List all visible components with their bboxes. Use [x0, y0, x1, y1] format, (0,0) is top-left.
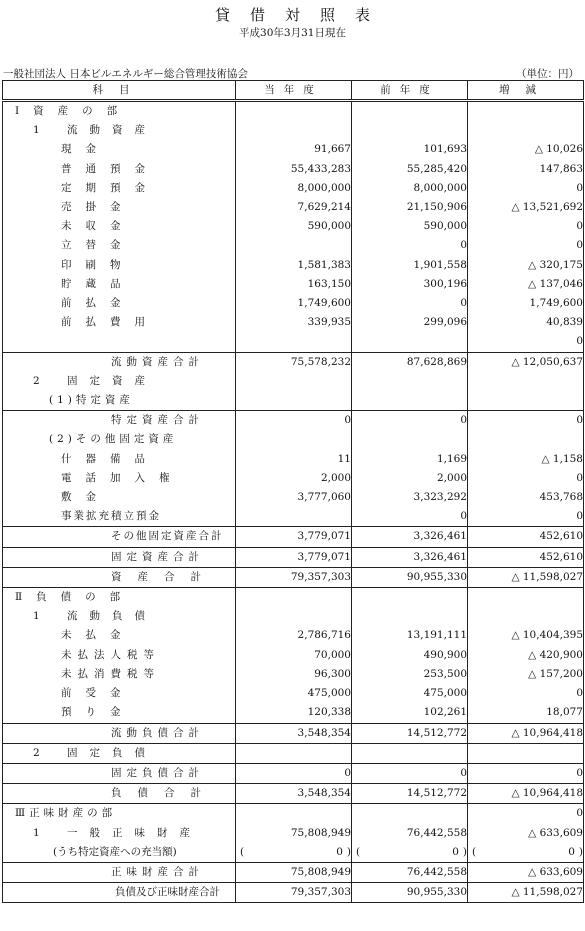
value-text: 0	[568, 845, 575, 858]
account-name: 流動負債合計	[111, 726, 204, 739]
current-year-value	[236, 236, 352, 255]
account-name: 負債合計	[111, 787, 217, 800]
change-value: 0	[468, 411, 584, 431]
close-paren: )	[462, 845, 467, 858]
change-value: 452,610	[468, 527, 584, 547]
account-name-cell	[3, 527, 236, 547]
account-name-cell	[3, 391, 236, 411]
account-name: 事業拡充積立預金	[61, 510, 161, 523]
change-value: △ 137,046	[468, 275, 584, 294]
account-name: 1 流動負債	[33, 610, 158, 623]
account-name-cell	[3, 588, 236, 608]
current-year-value	[236, 507, 352, 527]
current-year-value: 70,000	[236, 646, 352, 665]
account-name-cell	[3, 547, 236, 567]
current-year-value: 7,629,214	[236, 198, 352, 217]
account-name: 2 固定資産	[33, 374, 158, 387]
close-paren: )	[346, 845, 351, 858]
account-name-cell	[3, 646, 236, 665]
change-value: 452,610	[468, 547, 584, 567]
current-year-value: 3,779,071	[236, 547, 352, 567]
open-paren: (	[472, 845, 477, 858]
account-name: 敷金	[61, 491, 110, 504]
table-row	[3, 411, 584, 431]
table-row	[3, 275, 584, 294]
previous-year-value: 2,000	[352, 469, 468, 488]
account-name: 未収金	[61, 220, 135, 233]
table-row	[3, 488, 584, 507]
change-value: 0	[468, 507, 584, 527]
previous-year-value: 590,000	[352, 217, 468, 236]
table-row	[3, 313, 584, 332]
account-name-cell	[3, 626, 236, 645]
table-row	[3, 179, 584, 198]
current-year-value	[236, 332, 352, 352]
account-name-cell	[3, 665, 236, 684]
account-name: 未払法人税等	[61, 648, 160, 661]
table-row	[3, 784, 584, 804]
table-row	[3, 160, 584, 179]
previous-year-value: 55,285,420	[352, 160, 468, 179]
previous-year-value: 490,900	[352, 646, 468, 665]
as-of-date: 平成30年3月31日現在	[239, 27, 346, 39]
previous-year-value: 0	[352, 236, 468, 255]
current-year-value: 79,357,303	[236, 567, 352, 587]
current-year-value: 11	[236, 450, 352, 469]
account-name-cell	[3, 469, 236, 488]
change-value	[468, 101, 584, 122]
open-paren: (	[240, 845, 245, 858]
column-header-change: 増減	[468, 81, 584, 101]
table-row	[3, 450, 584, 469]
account-name: Ⅲ正味財産の部	[15, 807, 117, 820]
account-name-cell	[3, 723, 236, 743]
change-value: △ 320,175	[468, 256, 584, 275]
account-name-cell	[3, 743, 236, 763]
table-row	[3, 527, 584, 547]
previous-year-value: 299,096	[352, 313, 468, 332]
previous-year-value	[352, 588, 468, 608]
account-name: 1 一般正味財産	[33, 826, 203, 839]
table-row	[3, 294, 584, 313]
account-name-cell	[3, 763, 236, 783]
change-value: △ 10,964,418	[468, 723, 584, 743]
account-name-cell	[3, 507, 236, 527]
previous-year-value: 3,326,461	[352, 527, 468, 547]
organization-name: 一般社団法人 日本ビルエネルギー総合管理技術協会	[3, 68, 248, 80]
previous-year-value: 1,901,558	[352, 256, 468, 275]
previous-year-value	[352, 372, 468, 391]
previous-year-value: 102,261	[352, 703, 468, 723]
account-name: 2 固定負債	[33, 746, 158, 759]
account-name: 資産合計	[111, 570, 217, 583]
account-name-cell	[3, 332, 236, 352]
account-name: (うち特定資産への充当額)	[53, 845, 177, 858]
previous-year-value	[352, 430, 468, 449]
current-year-value	[236, 804, 352, 824]
account-name-cell	[3, 294, 236, 313]
change-value	[468, 607, 584, 626]
current-year-value	[236, 121, 352, 140]
change-value	[468, 843, 584, 863]
previous-year-value: 13,191,111	[352, 626, 468, 645]
change-value: 18,077	[468, 703, 584, 723]
change-value: 0	[468, 469, 584, 488]
previous-year-value: 87,628,869	[352, 352, 468, 372]
change-value: 0	[468, 804, 584, 824]
account-name-cell	[3, 372, 236, 391]
change-value	[468, 430, 584, 449]
current-year-value: 2,000	[236, 469, 352, 488]
current-year-value: 75,808,949	[236, 824, 352, 843]
table-row	[3, 862, 584, 882]
previous-year-value: 90,955,330	[352, 567, 468, 587]
table-header-row	[3, 81, 584, 101]
previous-year-value: 21,150,906	[352, 198, 468, 217]
table-row	[3, 883, 584, 903]
change-value: △ 11,598,027	[468, 567, 584, 587]
previous-year-value: 1,169	[352, 450, 468, 469]
table-row	[3, 391, 584, 411]
previous-year-value: 0	[352, 411, 468, 431]
previous-year-value: 14,512,772	[352, 723, 468, 743]
value-text: 0	[452, 845, 459, 858]
column-header-previous-year: 前年度	[352, 81, 468, 101]
change-value: △ 420,900	[468, 646, 584, 665]
change-value: △ 12,050,637	[468, 352, 584, 372]
open-paren: (	[356, 845, 361, 858]
previous-year-value	[352, 804, 468, 824]
account-name: 1 流動資産	[33, 124, 158, 137]
current-year-value: 0	[236, 763, 352, 783]
close-paren: )	[578, 845, 583, 858]
table-row	[3, 121, 584, 140]
current-year-value: 1,749,600	[236, 294, 352, 313]
table-row	[3, 507, 584, 527]
previous-year-value	[352, 607, 468, 626]
column-header-current-year: 当年度	[236, 81, 352, 101]
change-value: △ 13,521,692	[468, 198, 584, 217]
current-year-value	[236, 588, 352, 608]
change-value: △ 10,964,418	[468, 784, 584, 804]
previous-year-value: 0	[352, 294, 468, 313]
table-row	[3, 217, 584, 236]
account-name-cell	[3, 256, 236, 275]
account-name: 流動資産合計	[111, 355, 204, 368]
current-year-value: 91,667	[236, 140, 352, 159]
previous-year-value: 0	[352, 507, 468, 527]
change-value: 0	[468, 179, 584, 198]
change-value: △ 1,158	[468, 450, 584, 469]
current-year-value: 3,777,060	[236, 488, 352, 507]
previous-year-value	[352, 332, 468, 352]
account-name: 普通預金	[61, 162, 159, 175]
account-name-cell	[3, 824, 236, 843]
table-row	[3, 256, 584, 275]
current-year-value	[236, 607, 352, 626]
table-row	[3, 372, 584, 391]
account-name: 印刷物	[61, 258, 135, 271]
table-row	[3, 469, 584, 488]
change-value: 0	[468, 763, 584, 783]
change-value: 453,768	[468, 488, 584, 507]
table-row	[3, 684, 584, 703]
previous-year-value	[352, 101, 468, 122]
change-value: 0	[468, 332, 584, 352]
account-name-cell	[3, 101, 236, 122]
change-value	[468, 391, 584, 411]
account-name: 定期預金	[61, 181, 159, 194]
account-name-cell	[3, 313, 236, 332]
account-name: 貯蔵品	[61, 277, 135, 290]
table-row	[3, 843, 584, 863]
current-year-value: 3,779,071	[236, 527, 352, 547]
unit-label: （単位：円）	[516, 68, 579, 80]
account-name: 前払金	[61, 297, 135, 310]
account-name-cell	[3, 140, 236, 159]
account-name: 前受金	[61, 687, 135, 700]
table-row	[3, 646, 584, 665]
previous-year-value: 90,955,330	[352, 883, 468, 903]
account-name-cell	[3, 488, 236, 507]
table-row	[3, 743, 584, 763]
current-year-value: 120,338	[236, 703, 352, 723]
previous-year-value: 253,500	[352, 665, 468, 684]
account-name: 電話加入権	[61, 471, 184, 484]
current-year-value	[236, 372, 352, 391]
table-row	[3, 804, 584, 824]
account-name-cell	[3, 862, 236, 882]
current-year-value	[236, 391, 352, 411]
previous-year-value	[352, 121, 468, 140]
table-row	[3, 665, 584, 684]
current-year-value: 2,786,716	[236, 626, 352, 645]
change-value: △ 10,026	[468, 140, 584, 159]
table-row	[3, 703, 584, 723]
current-year-value	[236, 430, 352, 449]
account-name-cell	[3, 703, 236, 723]
change-value: 0	[468, 684, 584, 703]
change-value: △ 157,200	[468, 665, 584, 684]
table-row	[3, 101, 584, 122]
current-year-value: 3,548,354	[236, 723, 352, 743]
account-name-cell	[3, 684, 236, 703]
current-year-value: 3,548,354	[236, 784, 352, 804]
current-year-value: 590,000	[236, 217, 352, 236]
previous-year-value	[352, 743, 468, 763]
current-year-value: 96,300	[236, 665, 352, 684]
change-value	[468, 372, 584, 391]
document-title: 貸借対照表	[214, 6, 390, 24]
current-year-value: 75,578,232	[236, 352, 352, 372]
account-name: 預り金	[61, 706, 135, 719]
table-row	[3, 352, 584, 372]
account-name: Ⅱ負債の部	[15, 591, 135, 604]
value-text: 0	[336, 845, 343, 858]
change-value	[468, 588, 584, 608]
current-year-value: 339,935	[236, 313, 352, 332]
table-row	[3, 626, 584, 645]
table-row	[3, 723, 584, 743]
current-year-value	[236, 101, 352, 122]
previous-year-value: 475,000	[352, 684, 468, 703]
previous-year-value	[352, 391, 468, 411]
account-name-cell	[3, 217, 236, 236]
account-name-cell	[3, 160, 236, 179]
account-name-cell	[3, 784, 236, 804]
account-name: 固定負債合計	[111, 766, 204, 779]
current-year-value: 1,581,383	[236, 256, 352, 275]
current-year-value: 8,000,000	[236, 179, 352, 198]
change-value: 40,839	[468, 313, 584, 332]
account-name-cell	[3, 411, 236, 431]
previous-year-value: 14,512,772	[352, 784, 468, 804]
change-value: △ 633,609	[468, 824, 584, 843]
account-name-cell	[3, 607, 236, 626]
account-name-cell	[3, 843, 236, 863]
account-name: 立替金	[61, 239, 135, 252]
change-value: △ 10,404,395	[468, 626, 584, 645]
change-value: 0	[468, 217, 584, 236]
table-row	[3, 824, 584, 843]
current-year-value	[236, 743, 352, 763]
account-name-cell	[3, 198, 236, 217]
table-row	[3, 140, 584, 159]
previous-year-value: 76,442,558	[352, 824, 468, 843]
table-row	[3, 198, 584, 217]
change-value: 147,863	[468, 160, 584, 179]
account-name-cell	[3, 121, 236, 140]
table-row	[3, 547, 584, 567]
account-name: 特定資産合計	[111, 414, 204, 427]
account-name-cell	[3, 883, 236, 903]
change-value	[468, 121, 584, 140]
account-name: 負債及び正味財産合計	[115, 886, 220, 899]
account-name: 前払費用	[61, 316, 159, 329]
account-name: 現金	[61, 143, 110, 156]
current-year-value: 75,808,949	[236, 862, 352, 882]
previous-year-value: 0	[352, 763, 468, 783]
change-value: △ 11,598,027	[468, 883, 584, 903]
table-row	[3, 588, 584, 608]
account-name-cell	[3, 567, 236, 587]
current-year-value: 475,000	[236, 684, 352, 703]
table-row	[3, 332, 584, 352]
current-year-value: 163,150	[236, 275, 352, 294]
account-name: 正味財産合計	[111, 865, 204, 878]
column-header-account: 科目	[3, 81, 236, 101]
account-name: 未払消費税等	[61, 667, 160, 680]
table-row	[3, 607, 584, 626]
account-name: (1)特定資産	[49, 394, 134, 407]
change-value: 0	[468, 236, 584, 255]
current-year-value: 0	[236, 411, 352, 431]
account-name-cell	[3, 450, 236, 469]
current-year-value: 55,433,283	[236, 160, 352, 179]
account-name-cell	[3, 179, 236, 198]
account-name: 未払金	[61, 629, 135, 642]
previous-year-value: 76,442,558	[352, 862, 468, 882]
account-name: 売掛金	[61, 201, 135, 214]
account-name-cell	[3, 236, 236, 255]
account-name: 固定資産合計	[111, 550, 204, 563]
account-name: (2)その他固定資産	[49, 433, 178, 446]
account-name-cell	[3, 804, 236, 824]
table-row	[3, 430, 584, 449]
change-value	[468, 743, 584, 763]
previous-year-value: 8,000,000	[352, 179, 468, 198]
change-value: 1,749,600	[468, 294, 584, 313]
account-name-cell	[3, 430, 236, 449]
table-row	[3, 763, 584, 783]
previous-year-value: 300,196	[352, 275, 468, 294]
account-name: 什器備品	[61, 452, 159, 465]
account-name: その他固定資産合計	[111, 530, 224, 543]
current-year-value: 79,357,303	[236, 883, 352, 903]
previous-year-value: 101,693	[352, 140, 468, 159]
account-name: Ⅰ資産の部	[15, 105, 132, 117]
account-name-cell	[3, 352, 236, 372]
table-body	[3, 101, 584, 903]
table-row	[3, 567, 584, 587]
previous-year-value: 3,326,461	[352, 547, 468, 567]
table-row	[3, 236, 584, 255]
account-name-cell	[3, 275, 236, 294]
current-year-value	[236, 843, 352, 863]
previous-year-value	[352, 843, 468, 863]
change-value: △ 633,609	[468, 862, 584, 882]
balance-sheet-table	[2, 80, 584, 903]
previous-year-value: 3,323,292	[352, 488, 468, 507]
